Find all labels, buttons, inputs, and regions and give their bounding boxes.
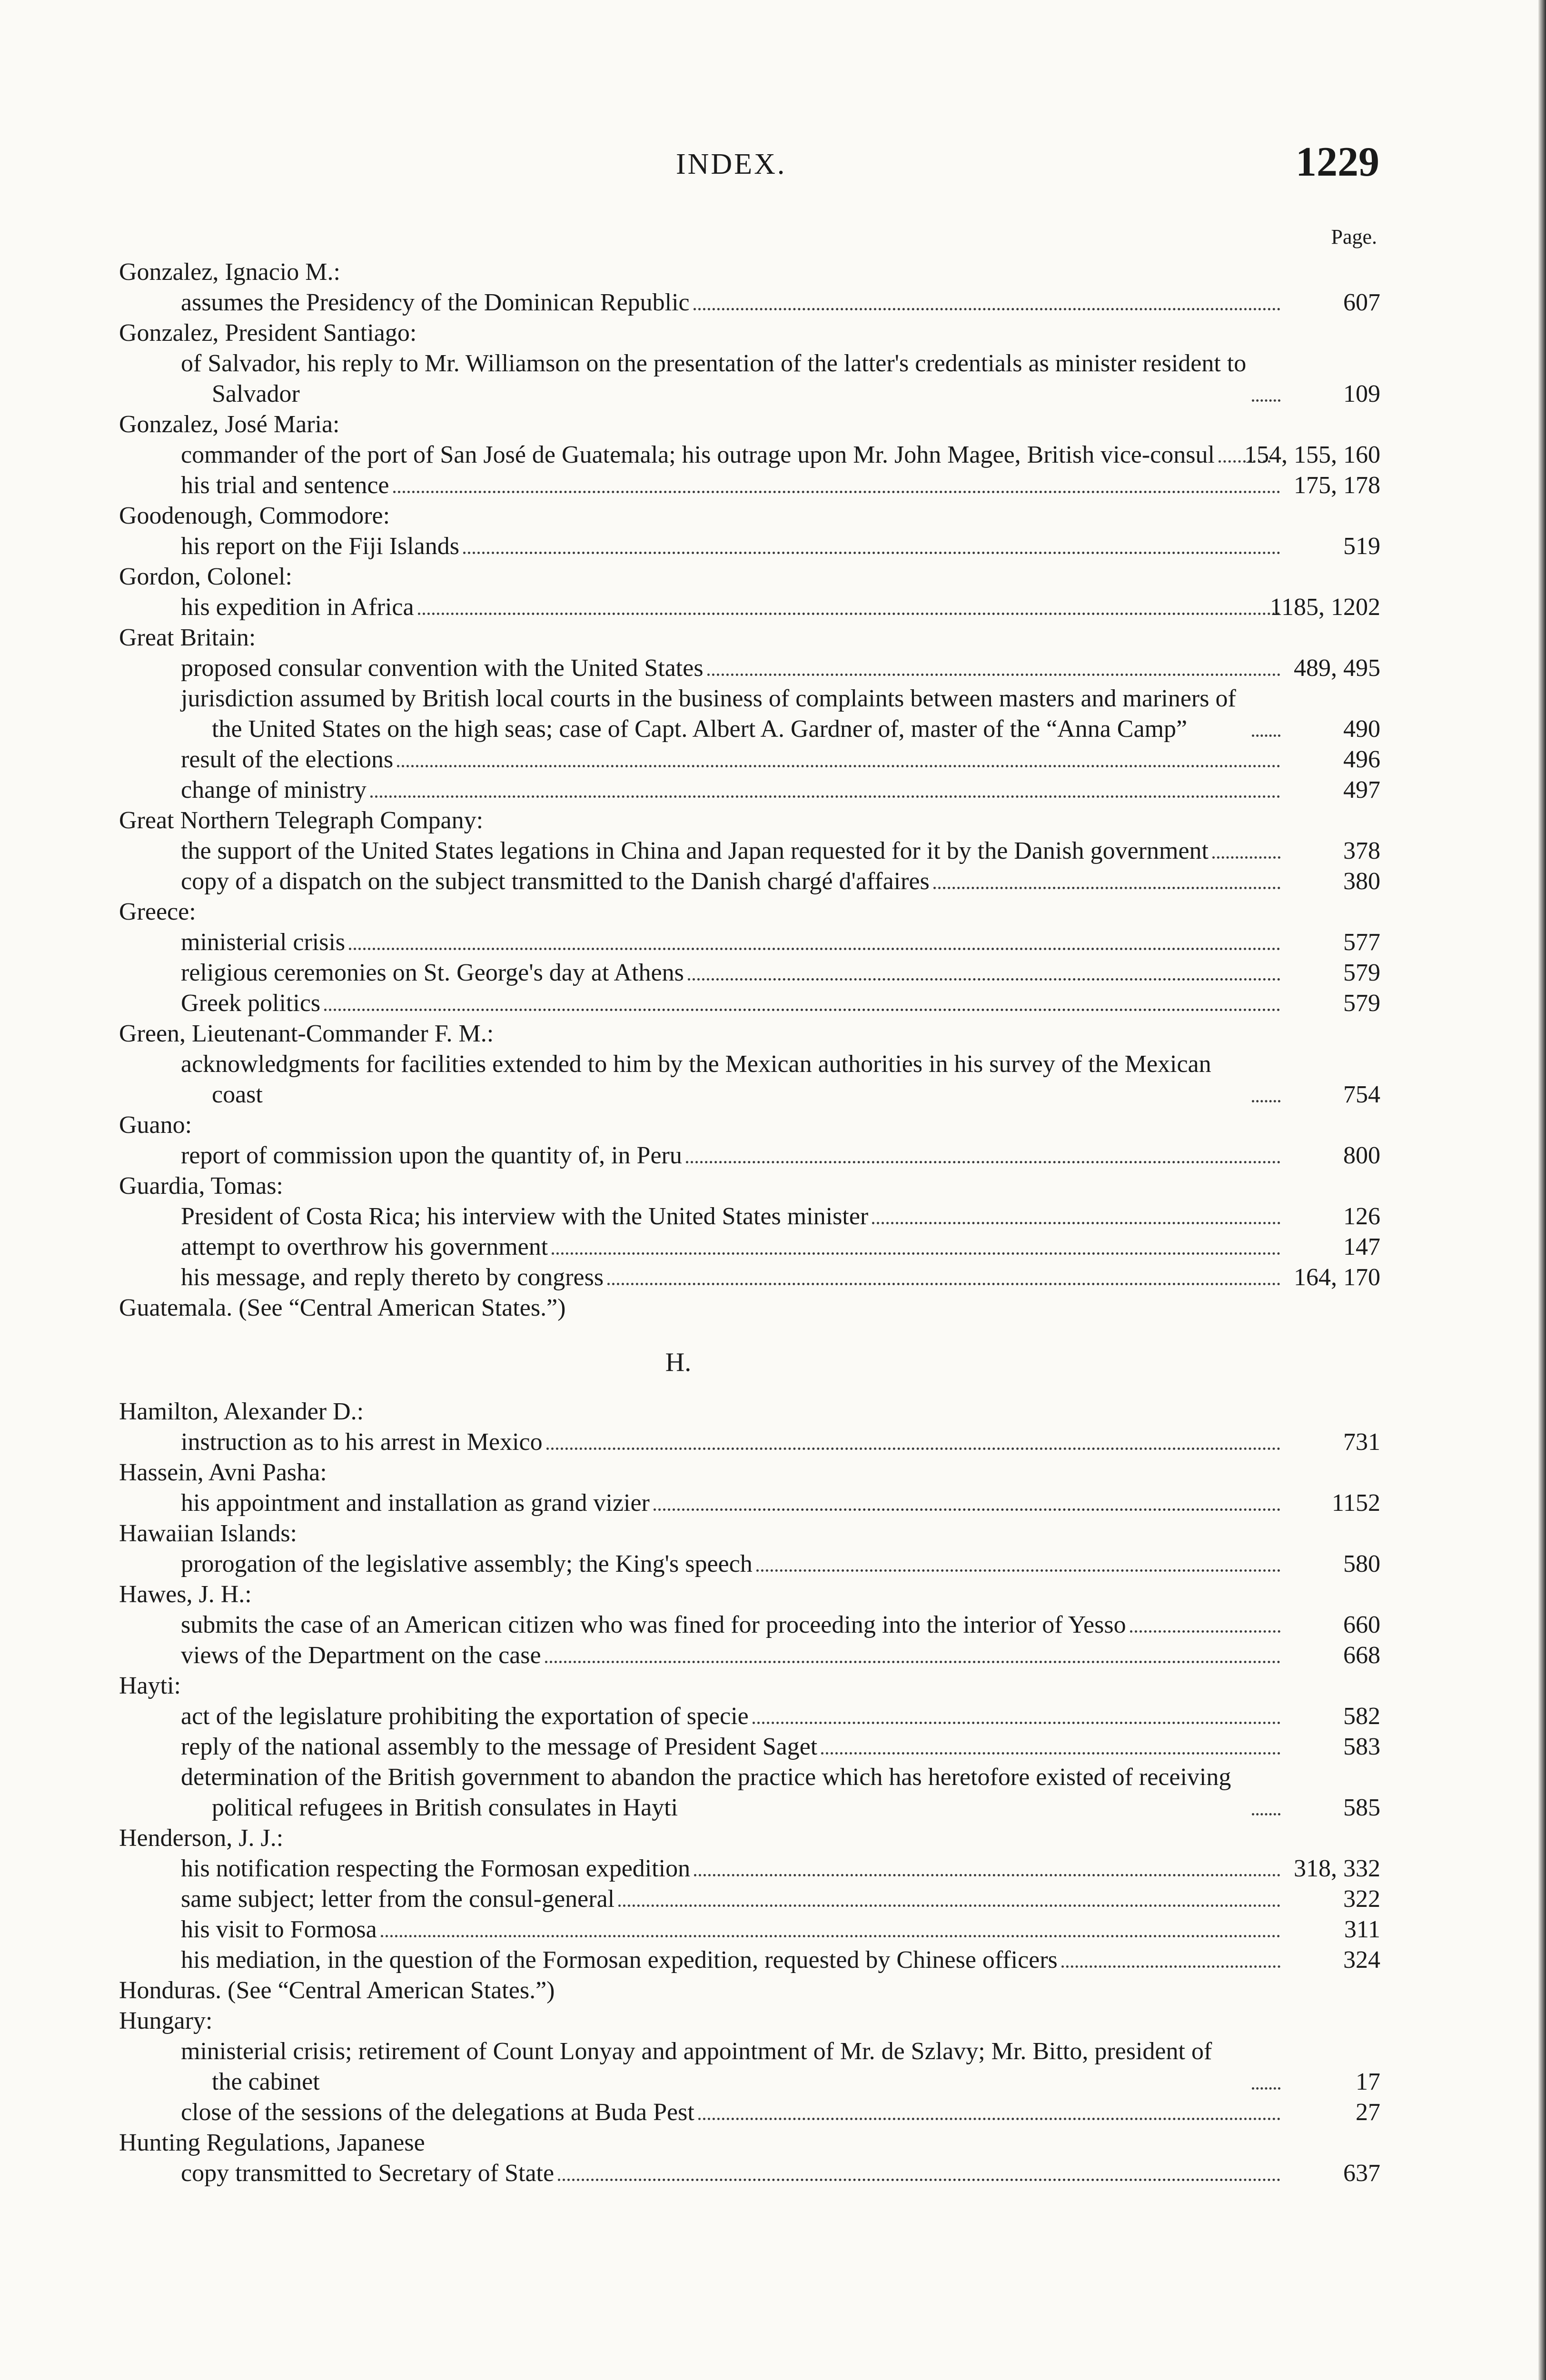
entry-subitem [119,1914,1380,1945]
page-ref: 1185, 1202 [1269,594,1380,621]
subitem-line [181,988,1380,1019]
leader-dots [1252,2087,1280,2090]
page-title: INDEX. [676,148,787,180]
subitem-text-block [181,2036,1380,2097]
subitem-text-block [181,1140,1380,1171]
leader-dots [1252,1813,1280,1815]
entry-heading: Guardia, Tomas: [119,1172,283,1200]
subitem-text: his mediation, in the question of the Formosan expedition, requested by Chinese officers [181,1946,1058,1973]
entry-heading: Hayti: [119,1672,181,1699]
entry-subitem [119,684,1380,744]
entry-subitem [119,1488,1380,1518]
subitem-text-block [181,866,1380,897]
leader-dots [546,1448,1280,1450]
leader-dots [618,1904,1280,1907]
entry-heading: Goodenough, Commodore: [119,502,390,529]
entry-heading: Great Britain: [119,624,256,651]
index-entry [119,1579,1380,1671]
subitem-text-block [181,592,1380,623]
leader-dots [393,491,1280,493]
entry-heading: Hamilton, Alexander D.: [119,1398,364,1425]
subitem-text-block [181,1232,1380,1262]
page-ref: 318, 332 [1294,1855,1380,1882]
subitem-text: close of the sessions of the delegations at Buda Pest [181,2099,694,2126]
leader-dots [418,613,1280,615]
page-ref: 660 [1343,1611,1380,1638]
index-entry [119,1458,1380,1518]
leader-dots [694,1874,1280,1876]
subitem-line [181,866,1380,897]
leader-dots [688,978,1280,981]
subitem-text: change of ministry [181,776,367,803]
index-entry [119,1671,1380,1823]
subitem-text-block [181,2097,1380,2128]
subitem-text: submits the case of an American citizen who was fined for proceeding into the interior of Yesso [181,1611,1126,1638]
subitem-text: his expedition in Africa [181,594,414,621]
page-ref: 579 [1343,959,1380,986]
subitem-line [181,1427,1380,1458]
page-ref: 800 [1343,1142,1380,1169]
subitem-text-block [181,440,1380,470]
leader-dots [558,2179,1280,2181]
entry-heading: Great Northern Telegraph Company: [119,807,484,834]
subitem-text: proposed consular convention with the United States [181,654,704,682]
leader-dots [753,1722,1280,1724]
leader-dots [463,552,1280,554]
page-ref: 154, 155, 160 [1244,441,1380,468]
leader-dots [933,887,1280,889]
entry-subitem [119,1762,1380,1823]
subitem-line [181,1610,1380,1640]
entry-subitem [119,836,1380,866]
page-ref: 380 [1343,868,1380,895]
leader-dots [545,1661,1280,1663]
subitem-text: same subject; letter from the consul-general [181,1885,615,1913]
index-entry [119,1397,1380,1458]
subitem-text: of Salvador, his reply to Mr. Williamson on the presentation of the latter's credentials as minister resident to Salvador [181,350,1247,407]
page-column-label: Page. [1331,225,1377,248]
page-ref: 585 [1343,1794,1380,1821]
subitem-line [181,1201,1380,1232]
subitem-text: ministerial crisis [181,929,346,956]
subitem-line [181,2097,1380,2128]
leader-dots [1252,1100,1280,1102]
subitem-text-block [181,1945,1380,1975]
page-ref: 731 [1343,1428,1380,1456]
subitem-line [181,531,1380,562]
entry-heading: Henderson, J. J.: [119,1825,284,1852]
index-entry [119,1975,1380,2006]
subitem-text-block [181,775,1380,805]
page-ref: 175, 178 [1294,472,1380,499]
subitem-line [181,927,1380,958]
leader-dots [397,765,1280,767]
subitem-line [181,470,1380,501]
index-entry [119,562,1380,623]
subitem-line [181,1232,1380,1262]
subitem-line [181,1701,1380,1732]
subitem-text: religious ceremonies on St. George's day at Athens [181,959,684,986]
entry-subitem [119,866,1380,897]
subitem-text-block [181,1762,1380,1823]
index-entry [119,1823,1380,1975]
subitem-line [181,348,1380,409]
index-entry [119,897,1380,1019]
subitem-line [181,775,1380,805]
entry-heading: Gonzalez, Ignacio M.: [119,258,340,286]
subitem-text: copy transmitted to Secretary of State [181,2160,555,2187]
entry-subitem [119,440,1380,470]
subitem-text-block [181,1049,1380,1110]
leader-dots [381,1935,1280,1937]
page-ref: 577 [1343,929,1380,956]
index-entry [119,318,1380,409]
subitem-text: report of commission upon the quantity of, in Peru [181,1142,682,1169]
index-entry [119,257,1380,318]
subitem-text: the support of the United States legations in China and Japan requested for it by the Danish government [181,837,1209,864]
subitem-line [181,2158,1380,2189]
leader-dots [1212,856,1280,859]
page-ref: 27 [1356,2099,1380,2126]
page-ref: 579 [1343,990,1380,1017]
subitem-text-block [181,988,1380,1019]
leader-dots [552,1252,1280,1255]
page-number: 1229 [1296,139,1379,185]
subitem-line [181,1945,1380,1975]
entry-heading: Gonzalez, José Maria: [119,411,340,438]
index-entry [119,1019,1380,1110]
entry-subitem [119,2158,1380,2189]
page-ref: 496 [1343,746,1380,773]
leader-dots [1061,1965,1280,1968]
leader-dots [1130,1630,1280,1633]
entry-subitem [119,2036,1380,2097]
section-letter-h: H. [665,1348,692,1377]
subitem-text: act of the legislature prohibiting the exportation of specie [181,1703,749,1730]
leader-dots [1252,399,1280,402]
page-header [0,138,1546,190]
entry-subitem [119,2097,1380,2128]
page-ref: 378 [1343,837,1380,864]
subitem-text-block [181,958,1380,988]
subitem-line [181,744,1380,775]
subitem-text-block [181,1549,1380,1579]
page-ref: 322 [1343,1885,1380,1913]
leader-dots [707,674,1280,676]
subitem-text: prorogation of the legislative assembly; the King's speech [181,1550,753,1577]
subitem-line [181,1884,1380,1914]
entry-subitem [119,592,1380,623]
page-ref: 311 [1344,1916,1380,1943]
subitem-text-block [181,653,1380,684]
subitem-text-block [181,1732,1380,1762]
page-ref: 519 [1343,533,1380,560]
leader-dots [872,1222,1280,1224]
leader-dots [654,1508,1280,1511]
subitem-text: President of Costa Rica; his interview with the United States minister [181,1203,869,1230]
subitem-text-block [181,2158,1380,2189]
entry-subitem [119,348,1380,409]
subitem-text-block [181,684,1380,744]
index-entry [119,1110,1380,1171]
subitem-text: ministerial crisis; retirement of Count Lonyay and appointment of Mr. de Szlavy; Mr. Bitto, president of the cabinet [181,2038,1212,2095]
leader-dots [686,1161,1280,1163]
subitem-text-block [181,470,1380,501]
subitem-text: determination of the British government to abandon the practice which has heretofore existed of receiving political refugees in British consulates in Hayti [181,1764,1231,1821]
page-ref: 490 [1343,715,1380,743]
page-ref: 582 [1343,1703,1380,1730]
entry-subitem [119,1854,1380,1884]
entry-heading: Gonzalez, President Santiago: [119,319,417,347]
entry-heading: Hawes, J. H.: [119,1581,252,1608]
page-ref: 489, 495 [1294,654,1380,682]
subitem-line [181,684,1380,744]
index-entry [119,409,1380,501]
page-ref: 497 [1343,776,1380,803]
subitem-text-block [181,1701,1380,1732]
page-ref: 754 [1343,1081,1380,1108]
entry-subitem [119,1732,1380,1762]
entry-subitem [119,1945,1380,1975]
subitem-text-block [181,836,1380,866]
entry-subitem [119,1549,1380,1579]
subitem-line [181,1640,1380,1671]
entry-subitem [119,288,1380,318]
index-entries [119,257,1380,2189]
subitem-line [181,1914,1380,1945]
page-edge-shadow [1538,0,1546,2380]
subitem-line [181,1762,1380,1823]
subitem-text: his appointment and installation as grand vizier [181,1489,650,1517]
subitem-text-block [181,1914,1380,1945]
subitem-text: commander of the port of San José de Guatemala; his outrage upon Mr. John Magee, British vice-consul [181,441,1215,468]
entry-subitem [119,1640,1380,1671]
page-ref: 580 [1343,1550,1380,1577]
page-ref: 607 [1343,289,1380,316]
index-entry [119,1171,1380,1293]
entry-subitem [119,1049,1380,1110]
page-ref: 126 [1343,1203,1380,1230]
entry-subitem [119,1427,1380,1458]
subitem-text-block [181,348,1380,409]
entry-subitem [119,470,1380,501]
entry-subitem [119,1701,1380,1732]
subitem-text: acknowledgments for facilities extended to him by the Mexican authorities in his survey of the Mexican coast [181,1051,1211,1108]
entry-subitem [119,988,1380,1019]
leader-dots [349,948,1280,950]
subitem-text-block [181,1854,1380,1884]
entry-subitem [119,1610,1380,1640]
subitem-text-block [181,288,1380,318]
entry-subitem [119,1232,1380,1262]
entry-heading: Guatemala. (See “Central American States.”) [119,1294,566,1321]
page-ref: 109 [1343,380,1380,407]
subitem-text: reply of the national assembly to the message of President Saget [181,1733,818,1760]
leader-dots [1252,734,1280,737]
entry-heading: Green, Lieutenant-Commander F. M.: [119,1020,494,1047]
subitem-line [181,1549,1380,1579]
subitem-text: his notification respecting the Formosan expedition [181,1855,691,1882]
subitem-text-block [181,927,1380,958]
index-entry [119,623,1380,805]
index-list-g [119,257,1380,1323]
subitem-text: Greek politics [181,990,321,1017]
subitem-text: attempt to overthrow his government [181,1233,548,1260]
entry-subitem [119,775,1380,805]
entry-heading: Gordon, Colonel: [119,563,292,590]
subitem-line [181,288,1380,318]
index-entry [119,501,1380,562]
entry-heading: Guano: [119,1111,192,1139]
leader-dots [324,1009,1280,1011]
subitem-text-block [181,1262,1380,1293]
entry-subitem [119,1140,1380,1171]
entry-subitem [119,958,1380,988]
page-ref: 164, 170 [1294,1264,1380,1291]
leader-dots [698,2118,1280,2120]
subitem-line [181,1049,1380,1110]
index-entry [119,1293,1380,1323]
subitem-line [181,440,1380,470]
entry-heading: Hungary: [119,2007,213,2034]
entry-heading: Hunting Regulations, Japanese [119,2129,425,2156]
entry-heading: Honduras. (See “Central American States.”) [119,1977,555,2004]
index-entry [119,1518,1380,1579]
subitem-text: his trial and sentence [181,472,389,499]
leader-dots [756,1569,1280,1572]
entry-subitem [119,1262,1380,1293]
page-ref: 668 [1343,1642,1380,1669]
subitem-line [181,836,1380,866]
subitem-text: his visit to Formosa [181,1916,377,1943]
subitem-text: jurisdiction assumed by British local courts in the business of complaints between masters and mariners of the United States on the high seas; case of Capt. Albert A. Gardner of, master of the “Anna Camp” [181,685,1236,743]
subitem-text-block [181,1610,1380,1640]
index-entry [119,2128,1380,2189]
subitem-text: views of the Department on the case [181,1642,541,1669]
subitem-text-block [181,1884,1380,1914]
index-entry [119,805,1380,897]
entry-heading: Greece: [119,898,196,925]
entry-subitem [119,531,1380,562]
entry-subitem [119,744,1380,775]
page-ref: 17 [1356,2068,1380,2095]
index-entry [119,2006,1380,2128]
entry-heading: Hawaiian Islands: [119,1520,297,1547]
subitem-text-block [181,744,1380,775]
subitem-line [181,1854,1380,1884]
page-ref: 324 [1343,1946,1380,1973]
subitem-text-block [181,531,1380,562]
entry-subitem [119,1884,1380,1914]
subitem-text-block [181,1201,1380,1232]
leader-dots [370,795,1280,798]
subitem-text: his report on the Fiji Islands [181,533,459,560]
subitem-text: result of the elections [181,746,394,773]
subitem-line [181,1140,1380,1171]
subitem-text: instruction as to his arrest in Mexico [181,1428,543,1456]
entry-subitem [119,927,1380,958]
subitem-line [181,1732,1380,1762]
entry-heading: Hassein, Avni Pasha: [119,1459,327,1486]
leader-dots [694,308,1280,310]
subitem-text: copy of a dispatch on the subject transmitted to the Danish chargé d'affaires [181,868,930,895]
subitem-text: his message, and reply thereto by congress [181,1264,604,1291]
entry-subitem [119,1201,1380,1232]
subitem-text-block [181,1488,1380,1518]
subitem-line [181,653,1380,684]
subitem-line [181,958,1380,988]
subitem-text-block [181,1640,1380,1671]
subitem-line [181,592,1380,623]
page-ref: 637 [1343,2160,1380,2187]
subitem-text-block [181,1427,1380,1458]
page-ref: 583 [1343,1733,1380,1760]
leader-dots [607,1283,1280,1285]
page-ref: 147 [1343,1233,1380,1260]
page-ref: 1152 [1331,1489,1380,1517]
subitem-line [181,1488,1380,1518]
entry-subitem [119,653,1380,684]
subitem-text: assumes the Presidency of the Dominican Republic [181,289,690,316]
subitem-line [181,2036,1380,2097]
index-list-h [119,1397,1380,2189]
subitem-line [181,1262,1380,1293]
leader-dots [821,1752,1280,1755]
